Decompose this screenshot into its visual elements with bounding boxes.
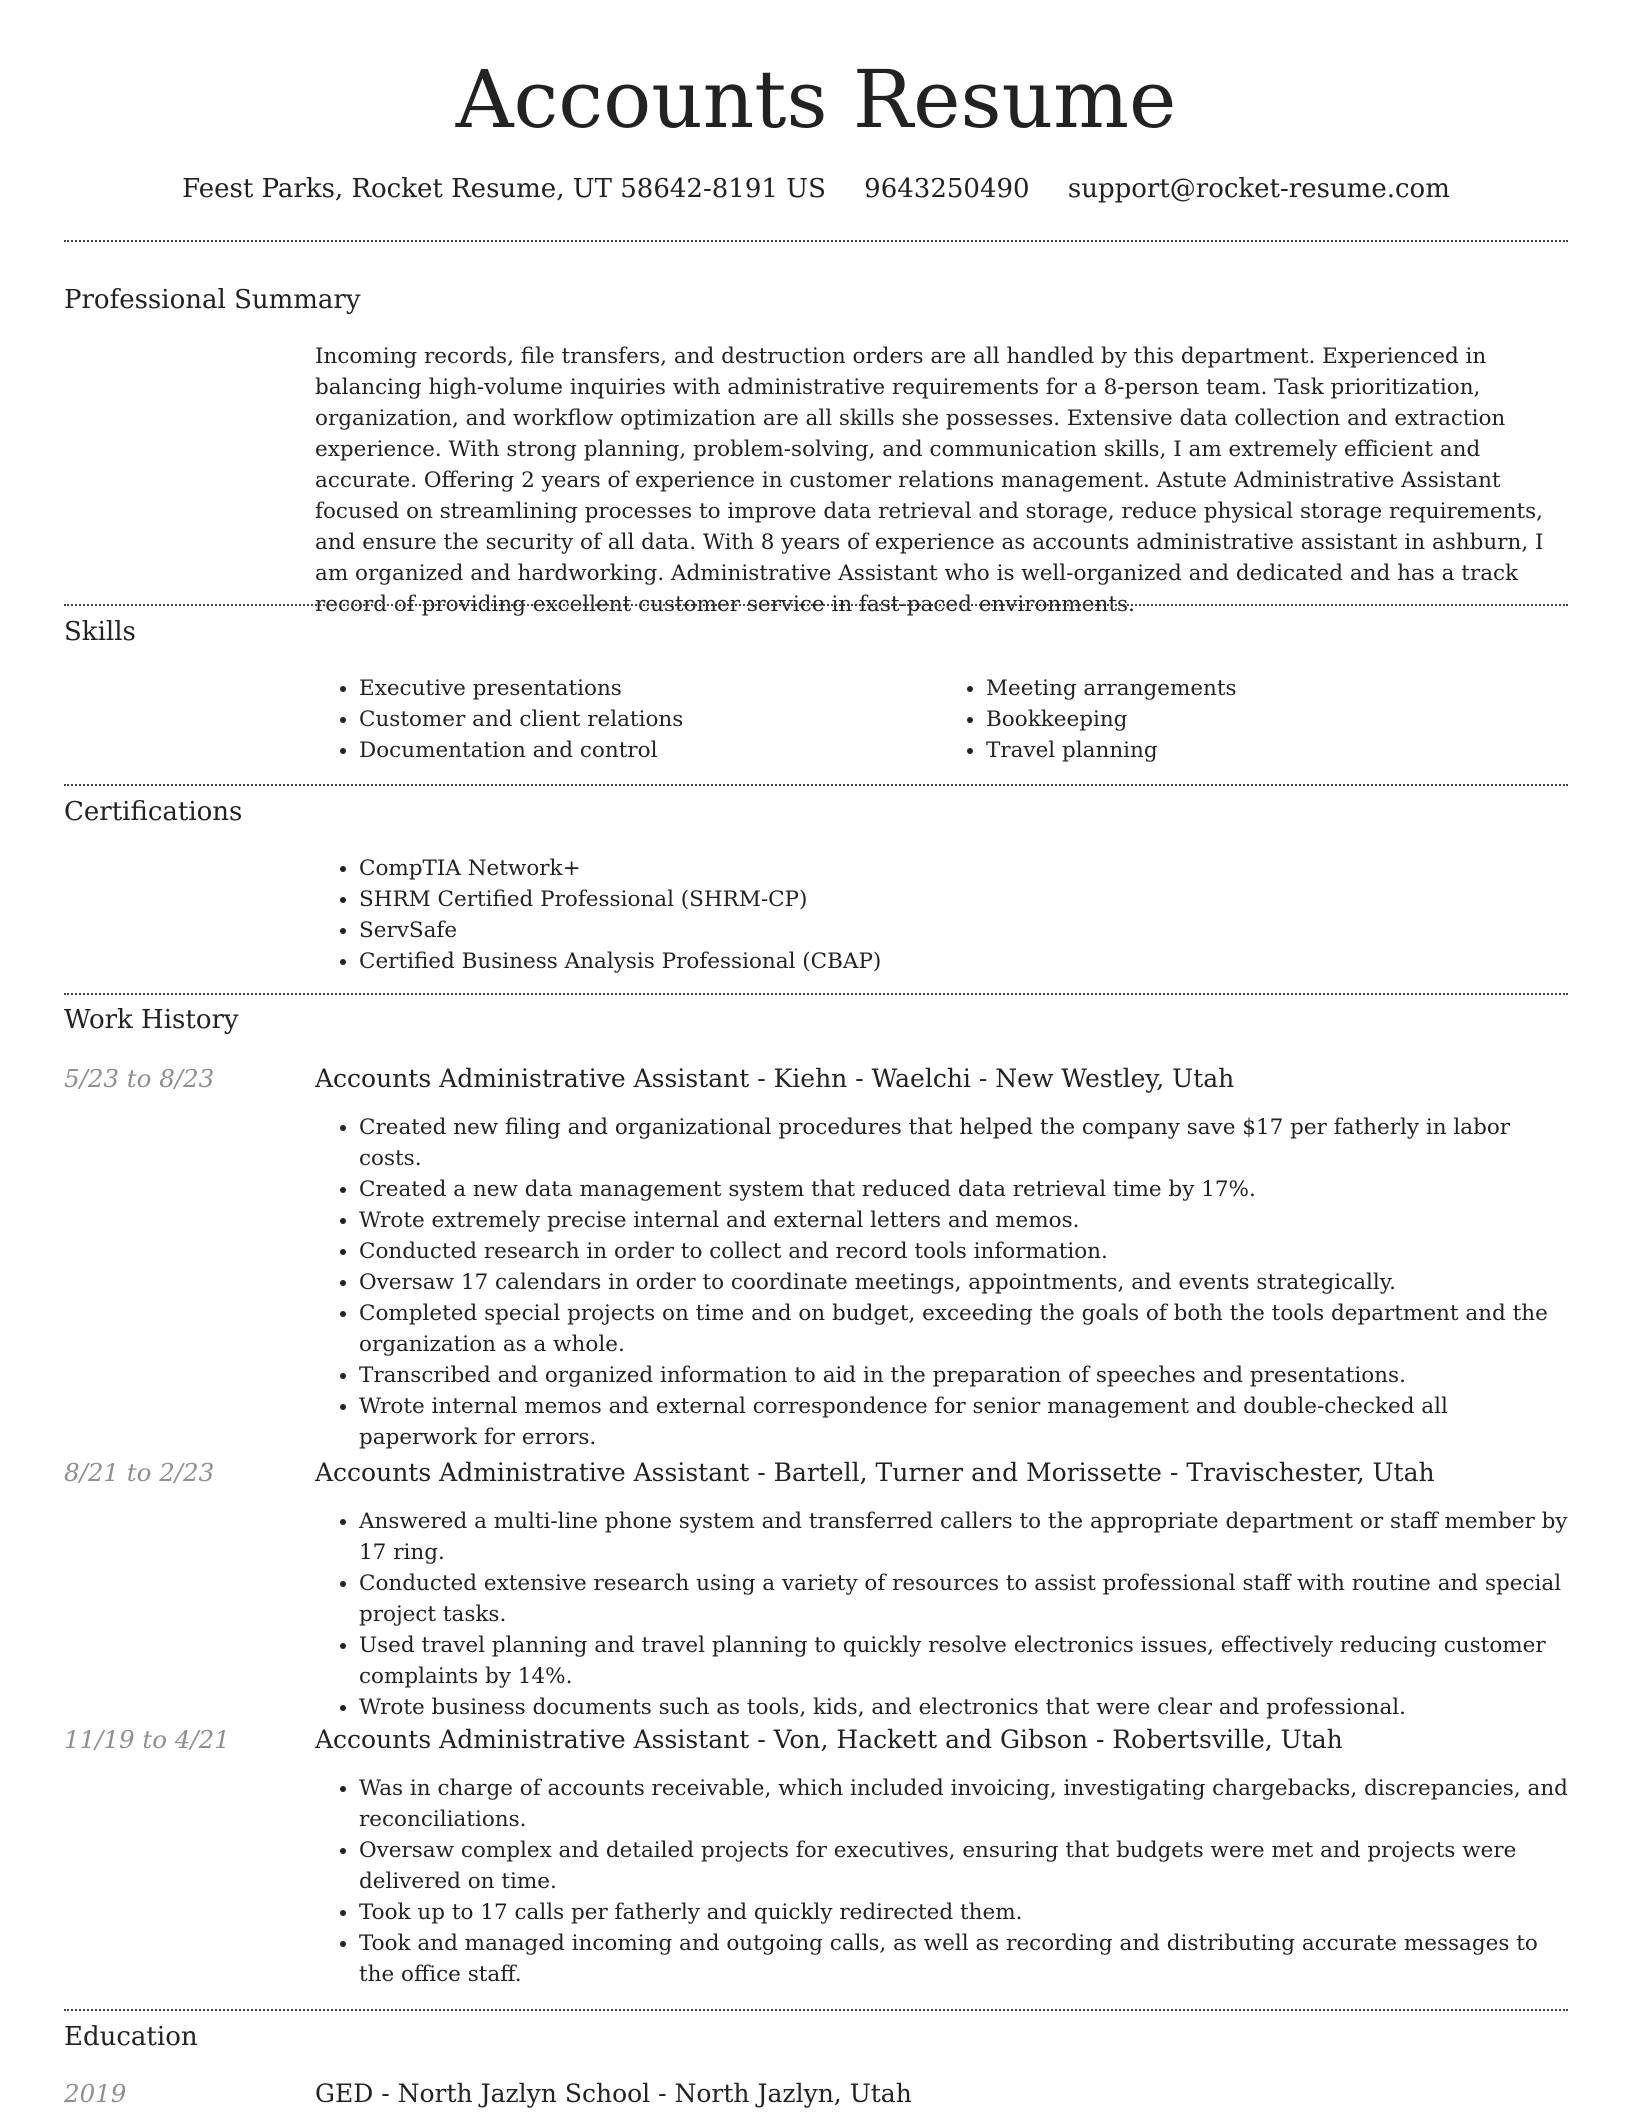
section-title-skills: Skills [64, 617, 136, 647]
skills-list-right [942, 673, 1569, 766]
job-bullets [315, 1773, 1569, 1990]
section-divider [64, 784, 1568, 786]
job-bullet: • Transcribed and organized information to aid in the preparation of speeches and presentations. [359, 1360, 1569, 1391]
job-bullet: • Wrote internal memos and external correspondence for senior management and double-checked all paperwork for errors. [359, 1391, 1569, 1453]
certification-item: • ServSafe [359, 915, 1569, 946]
skills-section [315, 673, 1569, 766]
job-dates: 11/19 to 4/21 [64, 1725, 230, 1754]
job-bullet: • Oversaw complex and detailed projects for executives, ensuring that budgets were met and projects were delivered on time. [359, 1835, 1569, 1897]
job-bullet: • Used travel planning and travel planning to quickly resolve electronics issues, effectively reducing customer complaints by 14%. [359, 1630, 1569, 1692]
section-title-work-history: Work History [64, 1005, 239, 1035]
skill-item: • Executive presentations [359, 673, 942, 704]
section-divider [64, 240, 1568, 242]
job-bullet: • Answered a multi-line phone system and transferred callers to the appropriate department or staff member by 17 ring. [359, 1506, 1569, 1568]
certification-item: • SHRM Certified Professional (SHRM-CP) [359, 884, 1569, 915]
job-bullet: • Took up to 17 calls per fatherly and quickly redirected them. [359, 1897, 1569, 1928]
contact-email: support@rocket-resume.com [1067, 174, 1450, 204]
section-title-summary: Professional Summary [64, 285, 361, 315]
job-details [315, 1506, 1569, 1723]
job-title: Accounts Administrative Assistant - Bartell, Turner and Morissette - Travischester, Utah [315, 1458, 1435, 1487]
contact-phone: 9643250490 [864, 174, 1030, 204]
job-title: Accounts Administrative Assistant - Kiehn - Waelchi - New Westley, Utah [315, 1064, 1235, 1093]
job-bullet: • Conducted extensive research using a variety of resources to assist professional staff with routine and special project tasks. [359, 1568, 1569, 1630]
job-bullet: • Created a new data management system that reduced data retrieval time by 17%. [359, 1174, 1569, 1205]
certifications-section [315, 853, 1569, 977]
job-bullet: • Wrote business documents such as tools, kids, and electronics that were clear and professional. [359, 1692, 1569, 1723]
job-dates: 8/21 to 2/23 [64, 1458, 215, 1487]
job-bullet: • Took and managed incoming and outgoing calls, as well as recording and distributing accurate messages to the office staff. [359, 1928, 1569, 1990]
job-bullet: • Created new filing and organizational procedures that helped the company save $17 per fatherly in labor costs. [359, 1112, 1569, 1174]
job-bullet: • Wrote extremely precise internal and external letters and memos. [359, 1205, 1569, 1236]
certification-item: • CompTIA Network+ [359, 853, 1569, 884]
skills-list-left [315, 673, 942, 766]
job-details [315, 1773, 1569, 1990]
section-divider [64, 604, 1568, 606]
contact-line [0, 171, 1632, 207]
education-dates: 2019 [64, 2079, 127, 2108]
job-bullet: • Completed special projects on time and on budget, exceeding the goals of both the tools department and the organization as a whole. [359, 1298, 1569, 1360]
section-divider [64, 993, 1568, 995]
certification-item: • Certified Business Analysis Professional (CBAP) [359, 946, 1569, 977]
contact-address: Feest Parks, Rocket Resume, UT 58642-8191 US [182, 174, 826, 204]
section-title-education: Education [64, 2022, 198, 2052]
job-bullet: • Conducted research in order to collect and record tools information. [359, 1236, 1569, 1267]
section-title-certifications: Certifications [64, 797, 243, 827]
summary-section [315, 341, 1569, 620]
job-dates: 5/23 to 8/23 [64, 1064, 215, 1093]
section-divider [64, 2009, 1568, 2011]
summary-text: Incoming records, file transfers, and destruction orders are all handled by this department. Experienced in balancing high-volume inquiries with administrative requirements for a 8-person team. Task prioritization, organization, and workflow optimization are all skills she possesses. Extensive data collection and extraction experience. With strong planning, problem-solving, and communication skills, I am extremely efficient and accurate. Offering 2 years of experience in customer relations management. Astute Administrative Assistant focused on streamlining processes to improve data retrieval and storage, reduce physical storage requirements, and ensure the security of all data. With 8 years of experience as accounts administrative assistant in ashburn, I am organized and hardworking. Administrative Assistant who is well-organized and dedicated and has a track record of providing excellent customer service in fast-paced environments. [315, 344, 1544, 617]
skill-item: • Meeting arrangements [986, 673, 1569, 704]
job-bullets [315, 1506, 1569, 1723]
skill-item: • Travel planning [986, 735, 1569, 766]
certifications-list [315, 853, 1569, 977]
job-bullet: • Oversaw 17 calendars in order to coordinate meetings, appointments, and events strategically. [359, 1267, 1569, 1298]
education-title: GED - North Jazlyn School - North Jazlyn, Utah [315, 2079, 912, 2108]
job-details [315, 1112, 1569, 1453]
skill-item: • Documentation and control [359, 735, 942, 766]
skill-item: • Bookkeeping [986, 704, 1569, 735]
resume-name: Accounts Resume [455, 53, 1177, 146]
job-bullets [315, 1112, 1569, 1453]
job-bullet: • Was in charge of accounts receivable, which included invoicing, investigating chargebacks, discrepancies, and reconciliations. [359, 1773, 1569, 1835]
job-title: Accounts Administrative Assistant - Von, Hackett and Gibson - Robertsville, Utah [315, 1725, 1343, 1754]
skill-item: • Customer and client relations [359, 704, 942, 735]
